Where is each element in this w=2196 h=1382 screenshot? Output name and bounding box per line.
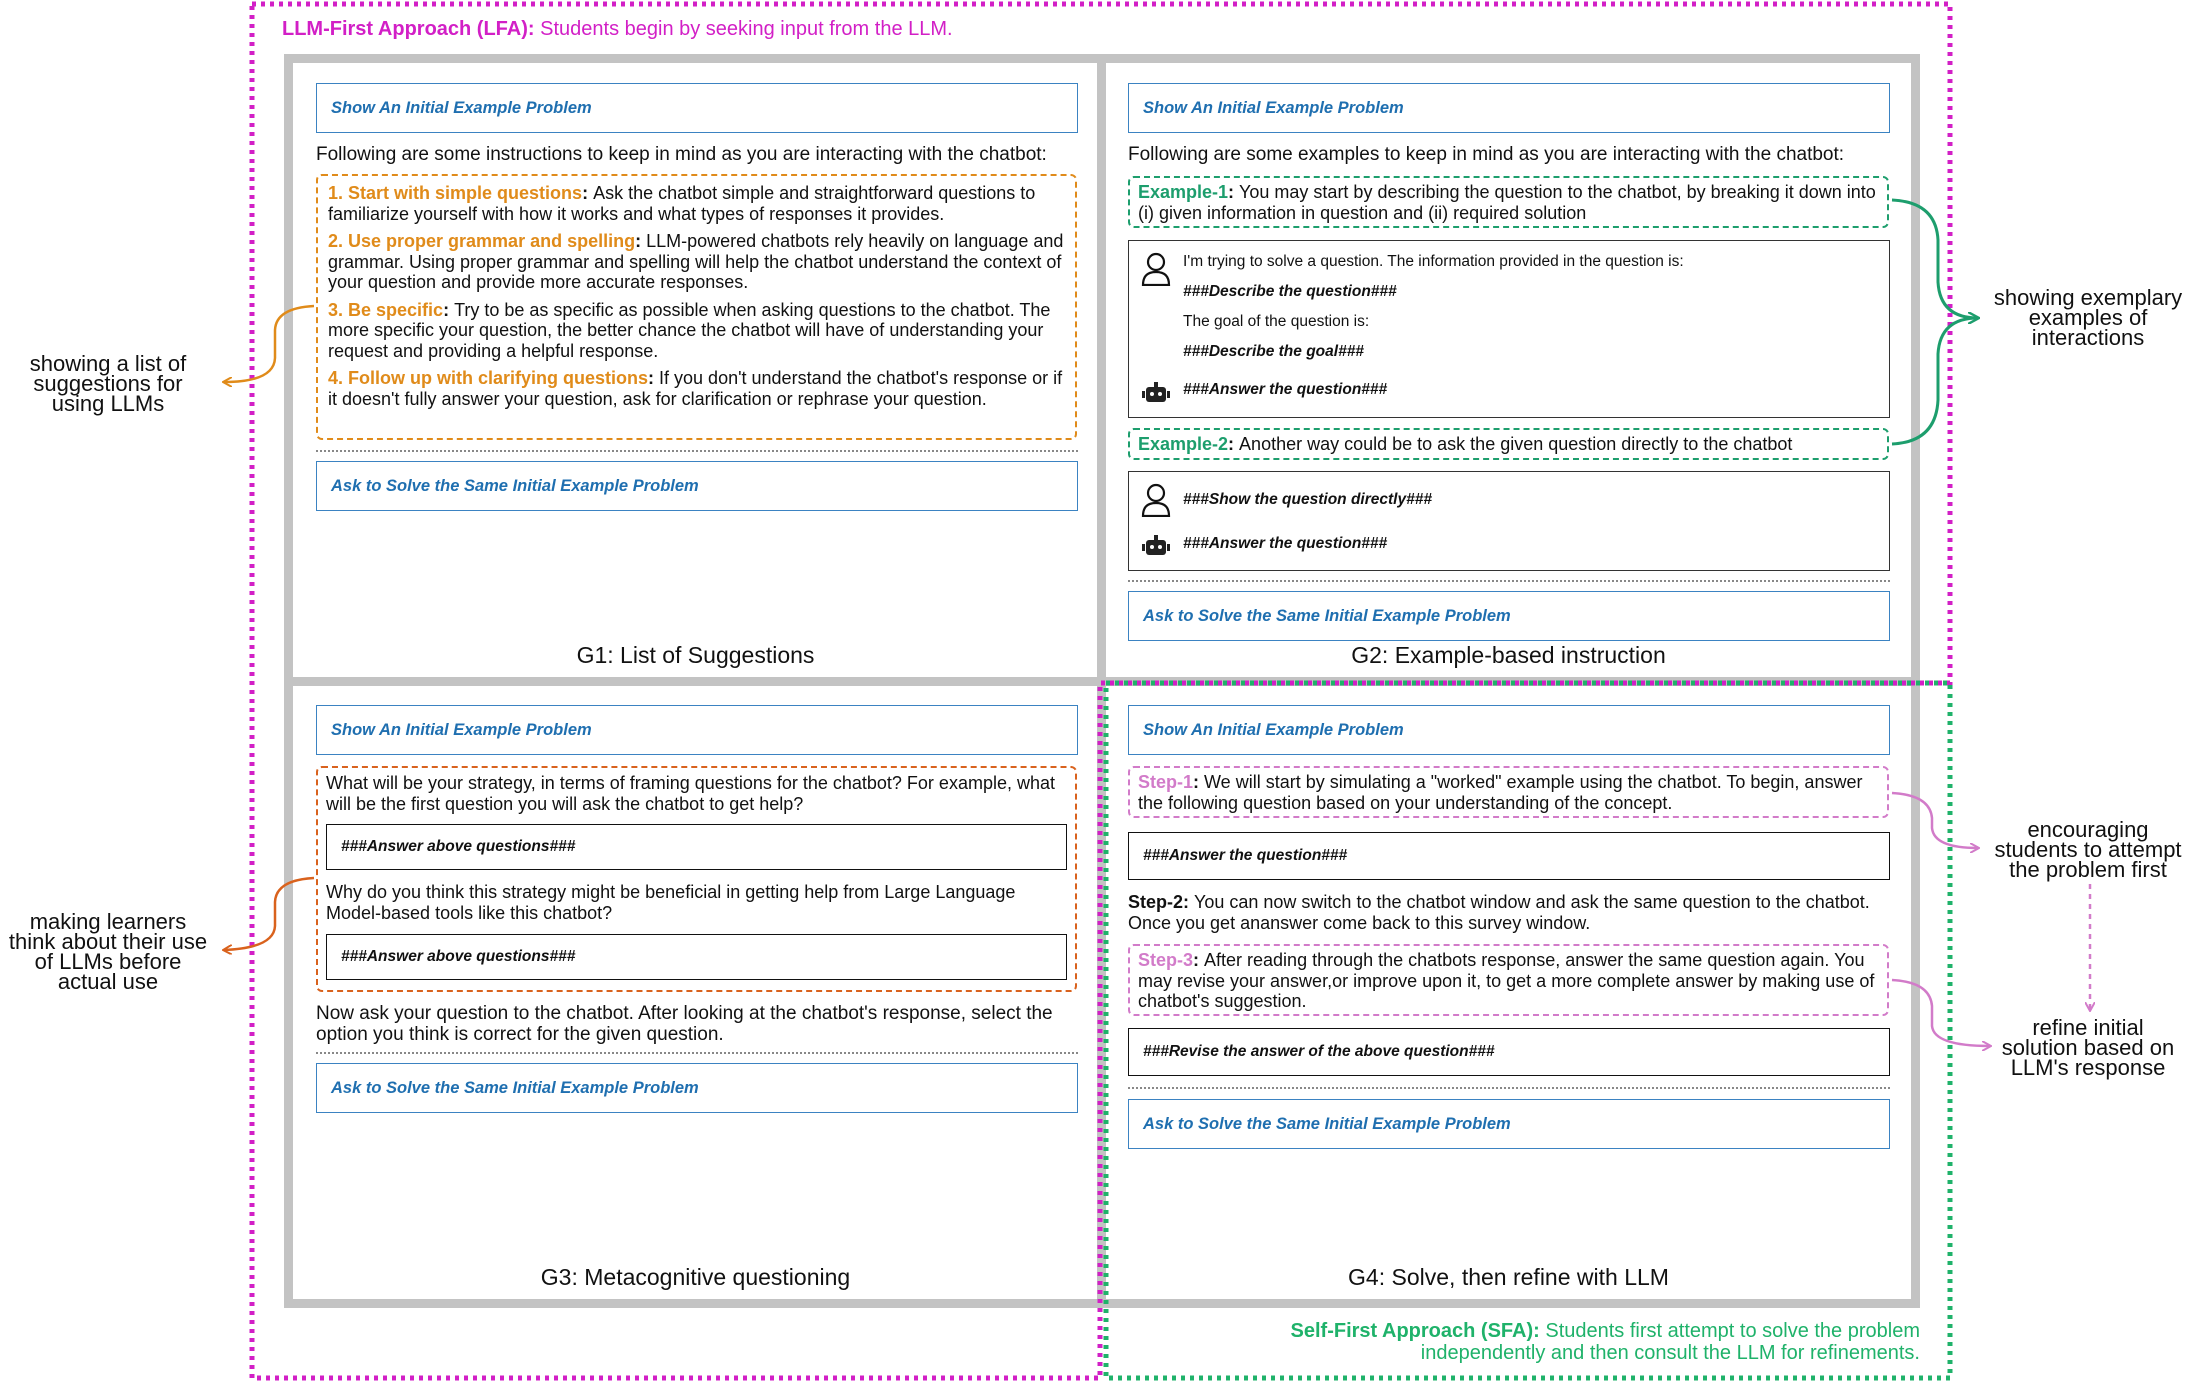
g2-chat1-line4: ###Describe the goal### xyxy=(1183,343,1364,360)
g2-chat2-line1: ###Show the question directly### xyxy=(1183,491,1432,508)
g1-suggestion-4: 4. Follow up with clarifying questions: If you don't understand the chatbot's response or if it doesn't fully answer your question, ask for clarification or rephrase your question. xyxy=(328,368,1063,409)
arrow-g1-annotation xyxy=(224,306,314,382)
g1-intro: Following are some instructions to keep in mind as you are interacting with the chatbot: xyxy=(316,144,1047,165)
annotation-g4-refine: refine initial solution based on LLM's response xyxy=(2001,1015,2175,1080)
arrow-g4-step1 xyxy=(1892,793,1978,848)
g1-caption: G1: List of Suggestions xyxy=(576,642,815,668)
g3-question-2: Why do you think this strategy might be beneficial in getting help from Large Language Model-based tools like this chatbot? xyxy=(326,882,1016,923)
g4-step3-answer-field[interactable]: ###Revise the answer of the above question### xyxy=(1128,1028,1890,1076)
g2-show-example-button[interactable]: Show An Initial Example Problem xyxy=(1128,83,1890,133)
g1-show-example-button[interactable]: Show An Initial Example Problem xyxy=(316,83,1078,133)
g1-suggestion-2: 2. Use proper grammar and spelling: LLM-powered chatbots rely heavily on language and grammar. Using proper grammar and spelling will help the chatbot understand the context of your question and provide more accurate responses. xyxy=(328,231,1064,292)
sfa-description-line2: independently and then consult the LLM for refinements. xyxy=(1420,1342,1920,1364)
g2-chat1-line1: I'm trying to solve a question. The information provided in the question is: xyxy=(1183,253,1684,270)
lfa-region-outline xyxy=(252,4,1950,1378)
g3-outro: Now ask your question to the chatbot. After looking at the chatbot's response, select the option you think is correct for the given question. xyxy=(316,1003,1053,1045)
g2-ask-button[interactable]: Ask to Solve the Same Initial Example Problem xyxy=(1128,591,1890,641)
arrow-g4-step3 xyxy=(1892,980,1990,1046)
g1-ask-button[interactable]: Ask to Solve the Same Initial Example Problem xyxy=(316,461,1078,511)
sfa-description-line1: Students first attempt to solve the problem xyxy=(1545,1320,1920,1342)
g2-caption: G2: Example-based instruction xyxy=(1351,642,1666,668)
arrow-g2-example2 xyxy=(1892,318,1978,444)
g4-caption: G4: Solve, then refine with LLM xyxy=(1348,1264,1669,1290)
g2-chat1-answer: ###Answer the question### xyxy=(1183,381,1388,398)
lfa-label: LLM-First Approach (LFA): xyxy=(282,18,535,40)
g3-answer-field-1[interactable]: ###Answer above questions### xyxy=(326,824,1067,870)
g2-chat2-answer: ###Answer the question### xyxy=(1183,535,1388,552)
g4-step1-box: Step-1: We will start by simulating a "worked" example using the chatbot. To begin, answer the following question based on your understanding of the concept. xyxy=(1128,766,1889,818)
g3-show-example-button[interactable]: Show An Initial Example Problem xyxy=(316,705,1078,755)
g4-step3-box: Step-3: After reading through the chatbots response, answer the same question again. You may revise your answer,or improve upon it, to get a more complete answer by making use of chatbot's suggestion. xyxy=(1128,944,1889,1016)
g2-chat1-line3: The goal of the question is: xyxy=(1183,313,1370,330)
annotation-g4-attempt: encouraging students to attempt the problem first xyxy=(1994,817,2182,882)
annotation-g1: showing a list of suggestions for using LLMs xyxy=(29,351,187,416)
arrow-g3-annotation xyxy=(224,878,314,950)
arrow-g2-example1 xyxy=(1892,200,1978,318)
g3-answer-field-2[interactable]: ###Answer above questions### xyxy=(326,934,1067,980)
annotation-g3: making learners think about their use of LLMs before actual use xyxy=(8,909,208,994)
g2-chat1-line2: ###Describe the question### xyxy=(1183,283,1397,300)
g3-caption: G3: Metacognitive questioning xyxy=(540,1264,851,1290)
g4-ask-button[interactable]: Ask to Solve the Same Initial Example Problem xyxy=(1128,1099,1890,1149)
g4-show-example-button[interactable]: Show An Initial Example Problem xyxy=(1128,705,1890,755)
lfa-description: Students begin by seeking input from the LLM. xyxy=(540,18,953,40)
g3-ask-button[interactable]: Ask to Solve the Same Initial Example Problem xyxy=(316,1063,1078,1113)
sfa-region-outline xyxy=(1106,683,1950,1378)
g3-question-1: What will be your strategy, in terms of framing questions for the chatbot? For example, what will be the first question you will ask the chatbot to get help? xyxy=(326,773,1055,814)
sfa-label: Self-First Approach (SFA): xyxy=(1290,1320,1540,1342)
g2-example1-box: Example-1: You may start by describing the question to the chatbot, by breaking it down into (i) given information in question and (ii) required solution xyxy=(1128,176,1889,228)
g2-intro: Following are some examples to keep in mind as you are interacting with the chatbot: xyxy=(1128,144,1845,165)
g4-step2: Step-2: You can now switch to the chatbot window and ask the same question to the chatbot. Once you get ananswer come back to this survey window. xyxy=(1128,892,1870,933)
g1-suggestion-3: 3. Be specific: Try to be as specific as possible when asking questions to the chatbot. The more specific your question, the better chance the chatbot will have of understanding your request and providing a helpful response. xyxy=(328,299,1051,361)
g4-step1-answer-field[interactable]: ###Answer the question### xyxy=(1128,832,1890,880)
g1-suggestion-1: 1. Start with simple questions: Ask the chatbot simple and straightforward questions to familiarize yourself with how it works and what types of responses it provides. xyxy=(328,183,1036,224)
g2-example2-box: Example-2: Another way could be to ask the given question directly to the chatbot xyxy=(1128,428,1889,460)
annotation-g2: showing exemplary examples of interactions xyxy=(1993,285,2183,350)
